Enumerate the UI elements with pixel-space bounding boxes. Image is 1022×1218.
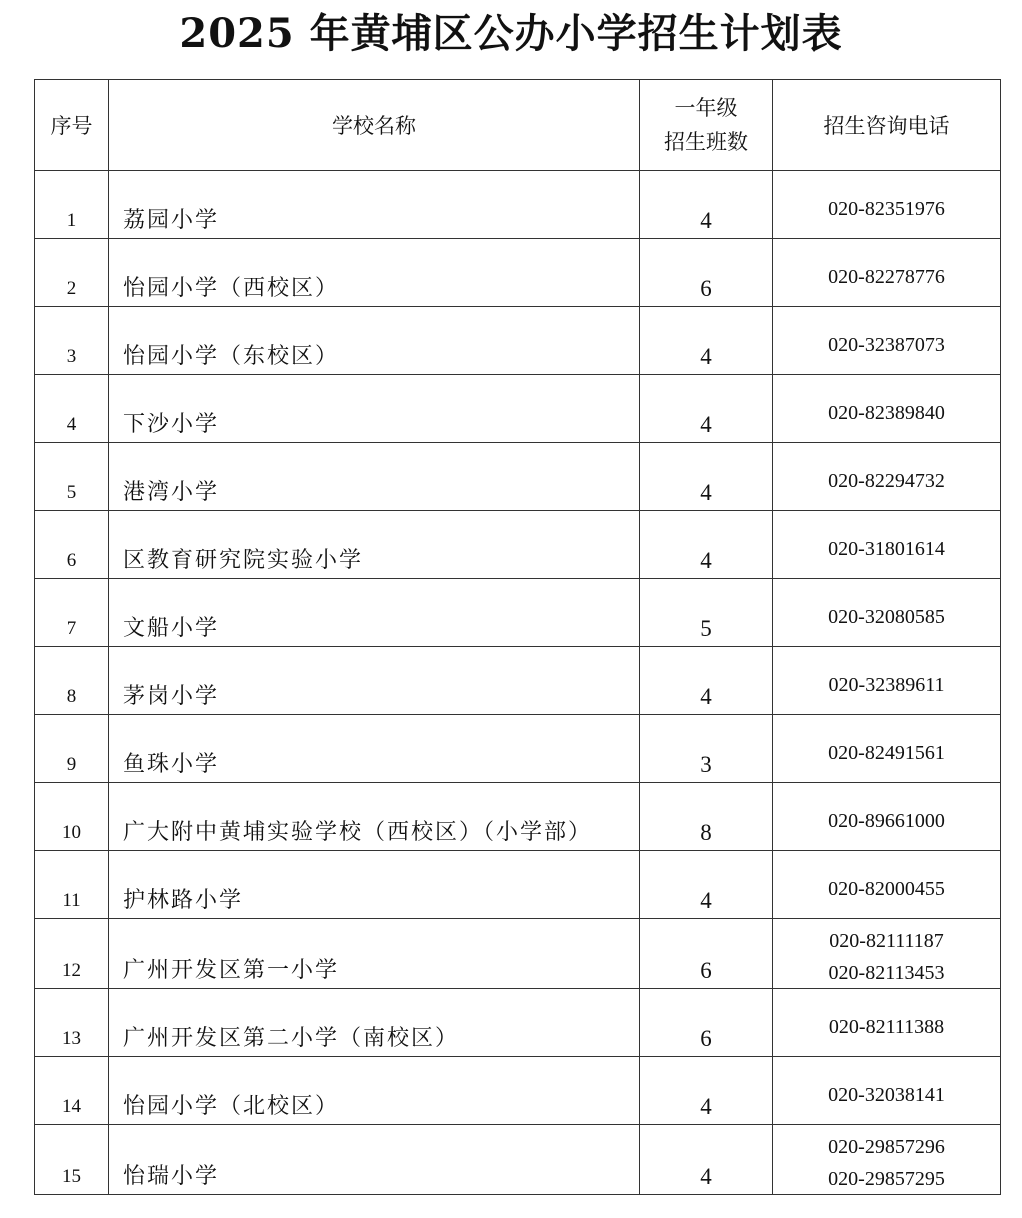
serial-cell (35, 511, 109, 579)
phone-cell (773, 919, 1001, 989)
phone-list (773, 533, 1000, 565)
class-count-cell (640, 443, 773, 511)
table-row (35, 171, 1001, 239)
phone-list (773, 805, 1000, 837)
school-name: 怡园小学（西校区） (123, 276, 340, 301)
phone-list (773, 1079, 1000, 1111)
serial-cell (35, 1125, 109, 1195)
phone-list (773, 1131, 1000, 1195)
serial-cell (35, 989, 109, 1057)
school-name: 广州开发区第一小学 (123, 958, 340, 983)
phone-cell (773, 1125, 1001, 1195)
serial-number: 4 (66, 414, 77, 435)
school-name-cell (109, 307, 640, 375)
school-name-cell (109, 239, 640, 307)
serial-cell (35, 919, 109, 989)
phone-number: 020-32387073 (828, 334, 945, 356)
serial-number: 13 (62, 1028, 81, 1049)
serial-number: 10 (62, 822, 81, 843)
serial-number: 15 (62, 1166, 81, 1187)
phone-list (773, 261, 1000, 293)
table-body (35, 171, 1001, 1195)
school-name: 护林路小学 (123, 888, 244, 913)
serial-number: 7 (66, 618, 77, 639)
phone-cell (773, 851, 1001, 919)
school-name-cell (109, 989, 640, 1057)
table-row (35, 443, 1001, 511)
table-row (35, 919, 1001, 989)
class-count: 8 (700, 820, 712, 845)
phone-cell (773, 579, 1001, 647)
phone-cell (773, 989, 1001, 1057)
class-count-cell (640, 171, 773, 239)
school-name-cell (109, 375, 640, 443)
header-serial-number: 序号 (35, 80, 109, 171)
phone-number: 020-82000455 (828, 878, 945, 900)
serial-number: 12 (62, 960, 81, 981)
table-row (35, 647, 1001, 715)
serial-number: 14 (62, 1096, 81, 1117)
phone-list (773, 669, 1000, 701)
class-count-cell (640, 307, 773, 375)
serial-cell (35, 171, 109, 239)
serial-cell (35, 783, 109, 851)
phone-cell (773, 171, 1001, 239)
phone-list (773, 925, 1000, 989)
class-count: 6 (700, 958, 712, 983)
header-phone: 招生咨询电话 (773, 80, 1001, 171)
phone-cell (773, 1057, 1001, 1125)
table-row (35, 375, 1001, 443)
header-class-count (640, 80, 773, 171)
phone-number: 020-82294732 (828, 470, 945, 492)
table-row (35, 239, 1001, 307)
table-row (35, 1057, 1001, 1125)
serial-number: 2 (66, 278, 77, 299)
phone-number: 020-82113453 (828, 962, 945, 984)
school-name: 荔园小学 (123, 208, 220, 233)
table-row (35, 307, 1001, 375)
table-row (35, 989, 1001, 1057)
phone-list (773, 329, 1000, 361)
school-name: 文船小学 (123, 616, 220, 641)
serial-cell (35, 239, 109, 307)
table-header-row (35, 80, 1001, 171)
school-name-cell (109, 851, 640, 919)
class-count: 4 (700, 684, 712, 709)
school-name: 怡瑞小学 (123, 1164, 220, 1189)
phone-number: 020-32389611 (828, 674, 945, 696)
serial-number: 3 (66, 346, 77, 367)
phone-list (773, 873, 1000, 905)
phone-number: 020-82111388 (828, 1016, 945, 1038)
serial-number: 6 (66, 550, 77, 571)
class-count-cell (640, 1125, 773, 1195)
class-count: 4 (700, 1164, 712, 1189)
table-row (35, 715, 1001, 783)
enrollment-table (34, 79, 1001, 1195)
table-row (35, 579, 1001, 647)
phone-cell (773, 715, 1001, 783)
phone-cell (773, 307, 1001, 375)
school-name: 怡园小学（东校区） (123, 344, 340, 369)
serial-number: 8 (66, 686, 77, 707)
phone-list (773, 737, 1000, 769)
phone-cell (773, 443, 1001, 511)
serial-number: 1 (66, 210, 77, 231)
serial-cell (35, 579, 109, 647)
serial-cell (35, 375, 109, 443)
serial-number: 5 (66, 482, 77, 503)
table-row (35, 851, 1001, 919)
page-title: 2025 年黄埔区公办小学招生计划表 (179, 10, 843, 57)
class-count: 4 (700, 1094, 712, 1119)
school-name: 下沙小学 (123, 412, 220, 437)
class-count: 4 (700, 888, 712, 913)
school-name: 广州开发区第二小学（南校区） (123, 1026, 460, 1051)
class-count: 5 (700, 616, 712, 641)
phone-list (773, 193, 1000, 225)
class-count-cell (640, 783, 773, 851)
class-count: 6 (700, 1026, 712, 1051)
serial-number: 9 (66, 754, 77, 775)
school-name: 广大附中黄埔实验学校（西校区）（小学部） (123, 820, 593, 845)
phone-list (773, 397, 1000, 429)
serial-cell (35, 307, 109, 375)
phone-number: 020-32038141 (828, 1084, 945, 1106)
serial-cell (35, 715, 109, 783)
class-count: 4 (700, 480, 712, 505)
school-name-cell (109, 443, 640, 511)
phone-cell (773, 239, 1001, 307)
header-class-count-line1: 一年级 (674, 96, 738, 120)
phone-cell (773, 375, 1001, 443)
serial-cell (35, 443, 109, 511)
phone-number: 020-82278776 (828, 266, 945, 288)
header-school-name: 学校名称 (109, 80, 640, 171)
phone-number: 020-82351976 (828, 198, 945, 220)
class-count-cell (640, 647, 773, 715)
phone-number: 020-31801614 (828, 538, 945, 560)
phone-list (773, 1011, 1000, 1043)
class-count-cell (640, 511, 773, 579)
school-name: 鱼珠小学 (123, 752, 220, 777)
phone-number: 020-82491561 (828, 742, 945, 764)
class-count: 4 (700, 344, 712, 369)
serial-cell (35, 647, 109, 715)
class-count-cell (640, 375, 773, 443)
table-row (35, 511, 1001, 579)
header-class-count-line2: 招生班数 (664, 130, 748, 154)
class-count-cell (640, 239, 773, 307)
phone-cell (773, 511, 1001, 579)
class-count-cell (640, 919, 773, 989)
school-name-cell (109, 511, 640, 579)
serial-cell (35, 851, 109, 919)
school-name-cell (109, 579, 640, 647)
phone-number: 020-32080585 (828, 606, 945, 628)
school-name-cell (109, 783, 640, 851)
phone-number: 020-29857296 (828, 1136, 945, 1158)
class-count: 6 (700, 276, 712, 301)
school-name: 港湾小学 (123, 480, 220, 505)
table-row (35, 1125, 1001, 1195)
phone-number: 020-82389840 (828, 402, 945, 424)
phone-list (773, 601, 1000, 633)
class-count-cell (640, 851, 773, 919)
school-name-cell (109, 1125, 640, 1195)
serial-cell (35, 1057, 109, 1125)
class-count: 3 (700, 752, 712, 777)
phone-cell (773, 783, 1001, 851)
school-name-cell (109, 1057, 640, 1125)
phone-cell (773, 647, 1001, 715)
class-count: 4 (700, 548, 712, 573)
school-name: 怡园小学（北校区） (123, 1094, 340, 1119)
school-name: 茅岗小学 (123, 684, 220, 709)
class-count: 4 (700, 412, 712, 437)
class-count: 4 (700, 208, 712, 233)
phone-list (773, 465, 1000, 497)
school-name-cell (109, 647, 640, 715)
phone-number: 020-89661000 (828, 810, 945, 832)
table-row (35, 783, 1001, 851)
school-name-cell (109, 171, 640, 239)
school-name-cell (109, 919, 640, 989)
phone-number: 020-82111187 (829, 930, 944, 952)
phone-number: 020-29857295 (828, 1168, 945, 1190)
school-name: 区教育研究院实验小学 (123, 548, 364, 573)
school-name-cell (109, 715, 640, 783)
class-count-cell (640, 579, 773, 647)
class-count-cell (640, 1057, 773, 1125)
class-count-cell (640, 715, 773, 783)
serial-number: 11 (62, 890, 81, 911)
class-count-cell (640, 989, 773, 1057)
